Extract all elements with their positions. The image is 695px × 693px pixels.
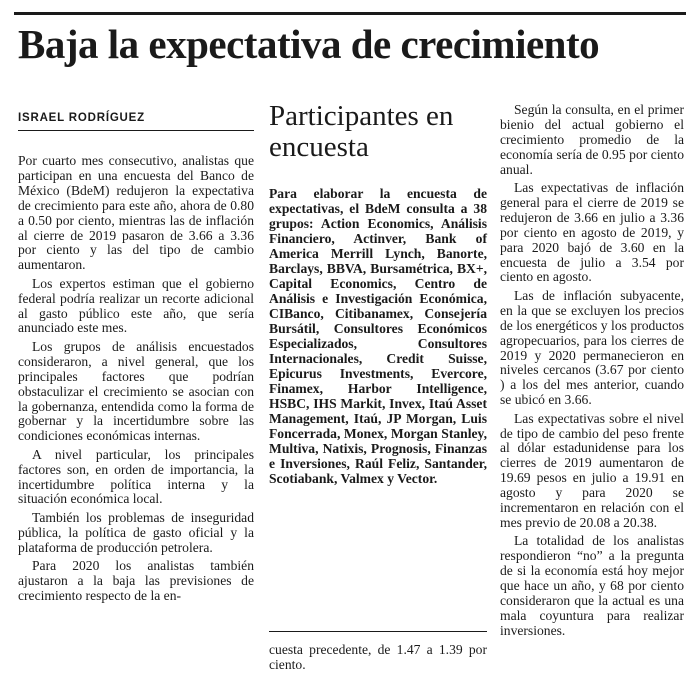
- paragraph: También los problemas de inseguridad pública, la política de gasto oficial y la plataforma de producción petrolera.: [18, 509, 254, 555]
- paragraph: Los grupos de análisis encuestados consideraron, a nivel general, que los principales factores que podrían obstaculizar el crecimiento se asocian con la gobernanza, entendida como la forma de gobernar y la incertidumbre sobre las condiciones económicas internas.: [18, 338, 254, 444]
- paragraph: Las expectativas de inflación general para el cierre de 2019 se redujeron de 3.66 en julio a 3.36 por ciento en agosto de 2019, y para 2020 bajó de 3.60 en la encuesta de julio a 3.54 por ciento en agosto.: [500, 180, 684, 285]
- paragraph: Para 2020 los analistas también ajustaron a la baja las previsiones de crecimiento respecto de la en-: [18, 558, 254, 603]
- byline-divider: [18, 130, 254, 131]
- paragraph: Las expectativas sobre el nivel de tipo de cambio del peso frente al dólar estadunidense para los cierres de 2019 aumentaron de 19.69 pesos en julio a 19.91 en agosto y para 2020 se incrementaron en relación con el mes previo de 20.08 a 20.38.: [500, 410, 684, 530]
- sidebar-divider: [269, 631, 487, 632]
- paragraph: Los expertos estiman que el gobierno federal podría realizar un recorte adicional al gasto público este año, que sería anunciado este mes.: [18, 275, 254, 336]
- article-column-1: [18, 154, 254, 607]
- paragraph: Por cuarto mes consecutivo, analistas que participan en una encuesta del Banco de México (BdeM) redujeron la expectativa de crecimiento para este año, ahora de 0.80 a 0.50 por ciento, mientras las de inflación al cierre de 2019 pasaron de 3.66 a 3.36 por ciento y las del tipo de cambio aumentaron.: [18, 153, 254, 273]
- paragraph: A nivel particular, los principales factores son, en orden de importancia, la incertidumbre política interna y la situación económica local.: [18, 446, 254, 507]
- sidebar-body: Para elaborar la encuesta de expectativas, el BdeM consulta a 38 grupos: Action Economics, Análisis Financiero, Actinver, Bank of America Merrill Lynch, Banorte, Barclays, BBVA, Bursamétrica, BX+, Capital Economics, Centro de Análisis e Investigación Económica, CIBanco, Citibanamex, Consejería Bursátil, Consultores Económicos Especializados, Consultores Internacionales, Credit Suisse, Epicurus Investments, Evercore, Finamex, Harbor Intelligence, HSBC, IHS Markit, Invex, Itaú Asset Management, Itaú, JP Morgan, Luis Foncerrada, Monex, Morgan Stanley, Multiva, Natixis, Prognosis, Finanzas e Inversiones, Raúl Feliz, Santander, Scotiabank, Valmex y Vector.: [269, 186, 487, 486]
- paragraph: cuesta precedente, de 1.47 a 1.39 por ciento.: [269, 642, 487, 672]
- article-column-3: [500, 103, 684, 642]
- paragraph: Según la consulta, en el primer bienio del actual gobierno el crecimiento promedio de la economía sería de 0.95 por ciento anual.: [500, 102, 684, 177]
- paragraph: La totalidad de los analistas respondieron “no” a la pregunta de si la economía está hoy mejor que hace un año, y 68 por ciento consideraron que la actual es una mala coyuntura para realizar inversiones.: [500, 533, 684, 638]
- byline: ISRAEL RODRÍGUEZ: [18, 112, 145, 124]
- paragraph: Las de inflación subyacente, en la que se excluyen los precios de los energéticos y los productos agropecuarios, para los cierres de 2019 y 2020 permanecieron en niveles cercanos (3.67 por ciento ) a los del mes anterior, cuando se ubicó en 3.66.: [500, 287, 684, 408]
- article-column-2-continuation: [269, 643, 487, 676]
- headline: Baja la expectativa de crecimiento: [18, 21, 600, 67]
- sidebar-title: Participantes en encuesta: [269, 100, 454, 163]
- top-rule: [14, 12, 686, 15]
